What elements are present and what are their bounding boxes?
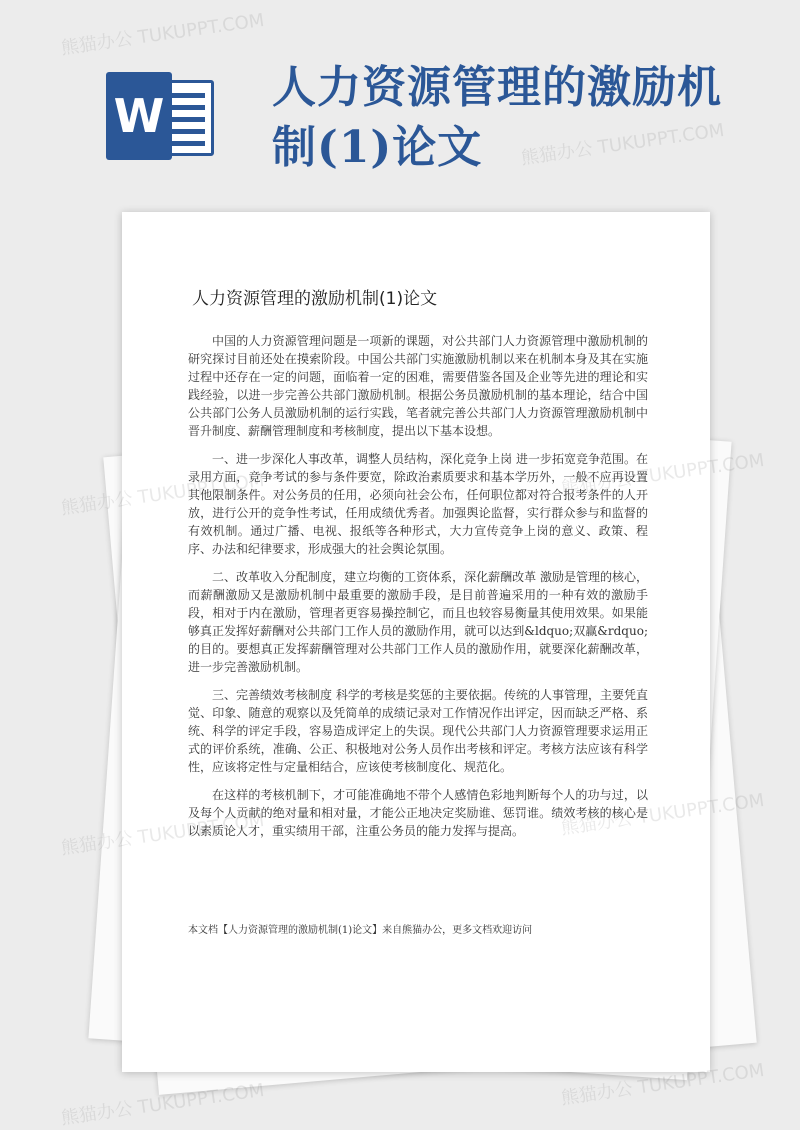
paragraph: 在这样的考核机制下，才可能准确地不带个人感情色彩地判断每个人的功与过，以及每个人贡献的绝对量和相对量，才能公正地决定奖励谁、惩罚谁。绩效考核的核心是以素质论人才，重实绩用干部，注重公务员的能力发挥与提高。 <box>188 788 648 838</box>
paragraph: 中国的人力资源管理问题是一项新的课题，对公共部门人力资源管理中激励机制的研究探讨目前还处在摸索阶段。中国公共部门实施激励机制以来在机制本身及其在实施过程中还存在一定的问题，面临着一定的困难，需要借鉴各国及企业等先进的理论和实践经验，以进一步完善公共部门激励机制。根据公务员激励机制的基本理论，结合中国公共部门公务人员激励机制的运行实践，笔者就完善公共部门人力资源管理激励机制中晋升制度、薪酬管理制度和考核制度，提出以下基本设想。 <box>188 334 648 438</box>
watermark: 熊猫办公 TUKUPPT.COM <box>59 9 266 60</box>
banner <box>0 0 800 200</box>
word-icon <box>106 72 218 162</box>
watermark: 熊猫办公 TUKUPPT.COM <box>59 1079 266 1130</box>
banner-title: 人力资源管理的激励机制(1)论文 <box>272 62 722 173</box>
watermark: 熊猫办公 <box>59 488 134 520</box>
paragraph: 三、完善绩效考核制度 科学的考核是奖惩的主要依据。传统的人事管理，主要凭直觉、印象、随意的观察以及凭简单的成绩记录对工作情况作出评定，因而缺乏严格、系统、科学的评定手段，容易造成评定上的失误。现代公共部门人力资源管理要求运用正式的评价系统，准确、公正、积极地对公务人员作出考核和评定。考核方法应该有科学性，应该将定性与定量相结合，应该使考核制度化、规范化。 <box>188 688 648 774</box>
paragraph: 一、进一步深化人事改革，调整人员结构，深化竞争上岗 进一步拓宽竞争范围。在录用方面，竞争考试的参与条件要宽，除政治素质要求和基本学历外，一般不应再设置其他限制条件。对公务员的任用，必须向社会公布，任何职位都对符合报考条件的人开放，进行公开的竞争性考试，任用成绩优秀者。加强舆论监督，实行群众参与和监督的有效机制。通过广播、电视、报纸等各种形式，大力宣传竞争上岗的意义、政策、程序、办法和纪律要求，形成强大的社会舆论氛围。 <box>188 452 648 556</box>
document-body <box>188 332 648 850</box>
footer-note: 本文档【人力资源管理的激励机制(1)论文】来自熊猫办公，更多文档欢迎访问 <box>188 925 533 936</box>
watermark: 熊猫办公 <box>59 828 134 860</box>
watermark: 熊猫办公 TUKUPPT.COM <box>559 1059 766 1110</box>
paragraph: 二、改革收入分配制度，建立均衡的工资体系，深化薪酬改革 激励是管理的核心，而薪酬激励又是激励机制中最重要的激励手段，是目前普遍采用的一种有效的激励手段，相对于内在激励，管理者更容易操控制它，而且也较容易衡量其使用效果。如果能够真正发挥好薪酬对公共部门工作人员的激励作用，就可以达到&ldquo;双赢&rdquo;的目的。要想真正发挥薪酬管理对公共部门工作人员的激励作用，就要深化薪酬改革，进一步完善激励机制。 <box>188 570 648 674</box>
watermark: 熊猫办公 TUKUPPT.COM <box>519 119 726 170</box>
document-page <box>122 212 710 1072</box>
word-letter: W <box>106 72 172 160</box>
document-title: 人力资源管理的激励机制(1)论文 <box>192 289 438 309</box>
